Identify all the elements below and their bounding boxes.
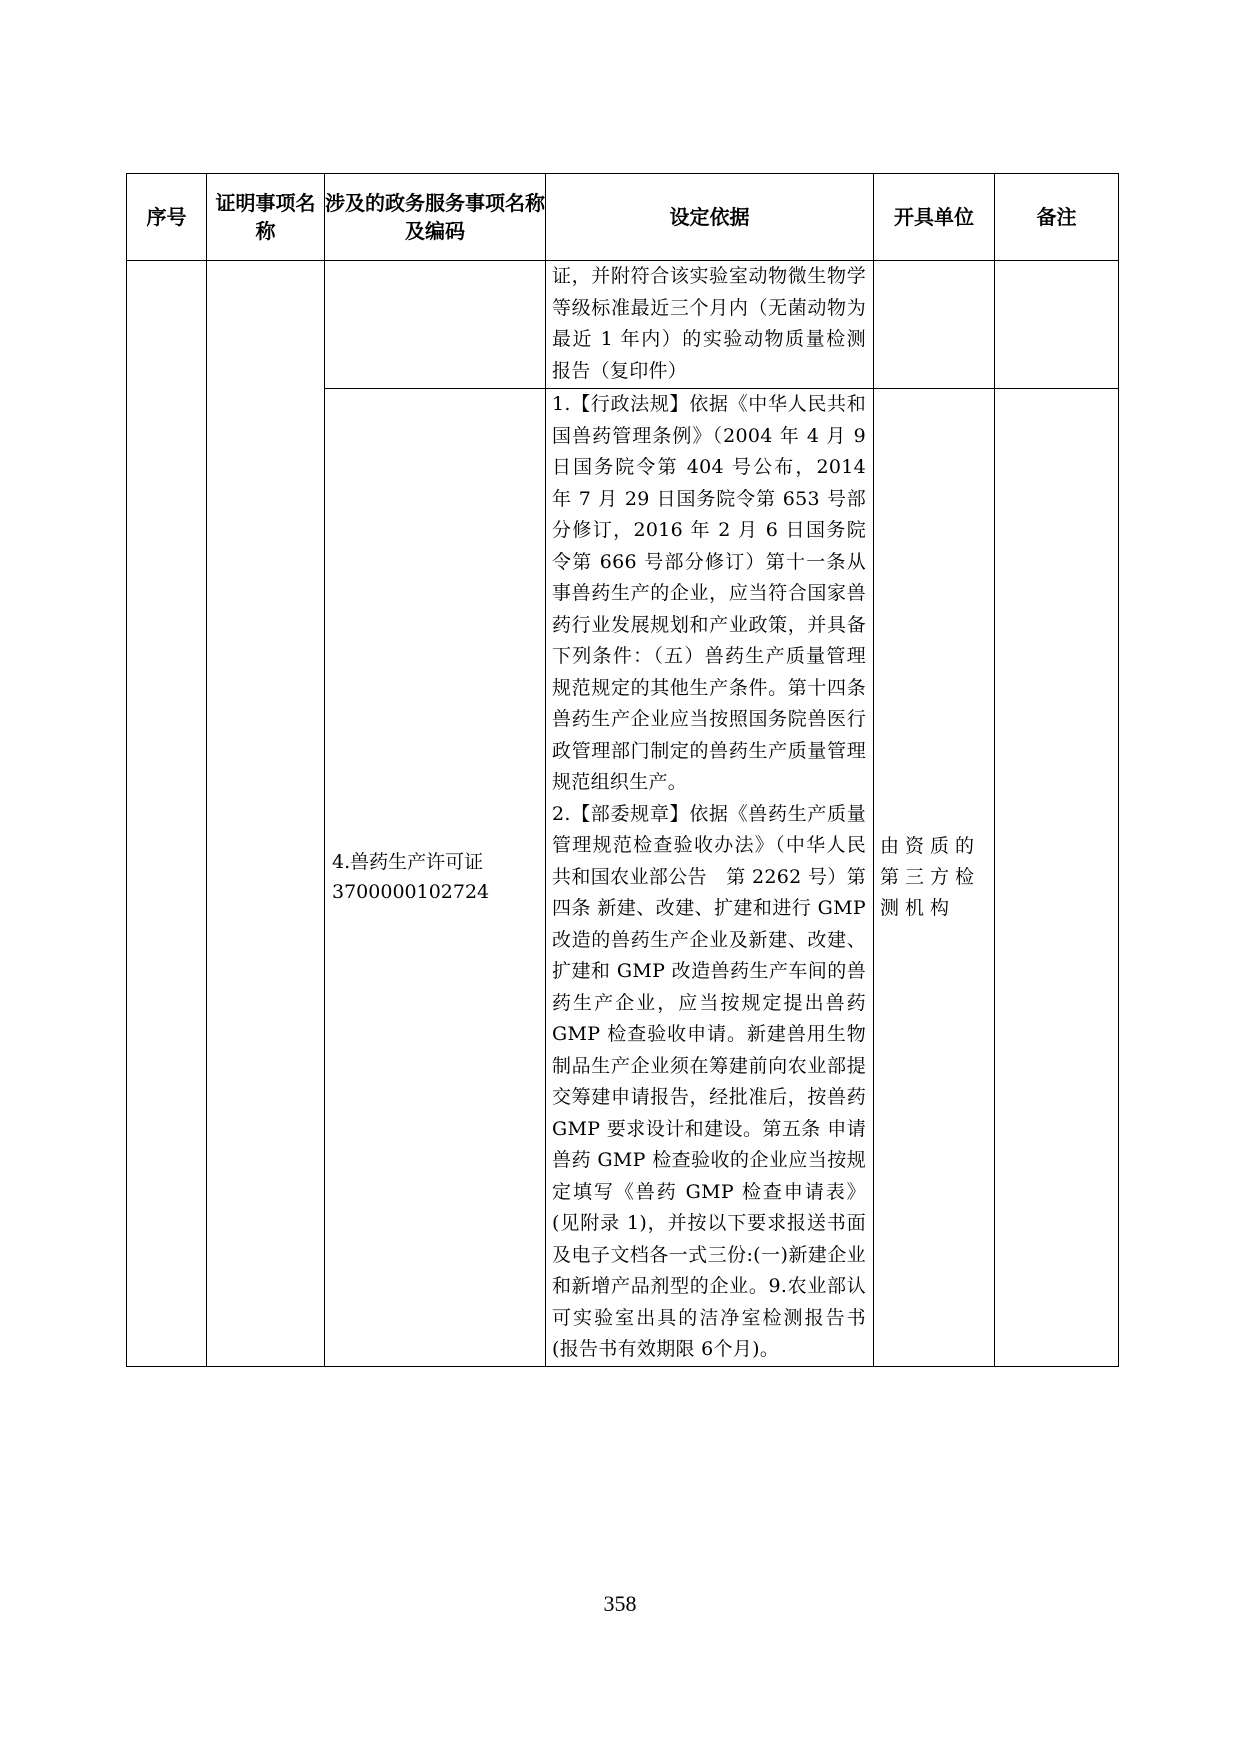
basis-cell: 1.【行政法规】依据《中华人民共和国兽药管理条例》（2004 年 4 月 9 日国务院令第 404 号公布，2014 年 7 月 29 日国务院令第 653 号部分修订，2016 年 2 月 6 日国务院令第 666 号部分修订）第十一条从事兽药生产的企业，应当符合国家兽药行业发展规划和产业政策，并具备下列条件：（五）兽药生产质量管理规范规定的其他生产条件。第十四条 兽药生产企业应当按照国务院兽医行政管理部门制定的兽药生产质量管理规范组织生产。 2.【部委规章】依据《兽药生产质量管理规范检查验收办法》（中华人民共和国农业部公告 第 2262 号）第四条 新建、改建、扩建和进行 GMP 改造的兽药生产企业及新建、改建、扩建和 GMP 改造兽药生产车间的兽药生产企业，应当按规定提出兽药 GMP 检查验收申请。新建兽用生物制品生产企业须在筹建前向农业部提交筹建申请报告，经批准后，按兽药 GMP 要求设计和建设。第五条 申请兽药 GMP 检查验收的企业应当按规定填写《兽药 GMP 检查申请表》(见附录 1)，并按以下要求报送书面及电子文档各一式三份:(一)新建企业和新增产品剂型的企业。9.农业部认可实验室出具的洁净室检测报告书(报告书有效期限 6个月)。 <box>546 389 874 1367</box>
service-item-cell <box>325 389 546 1367</box>
remark-cell <box>995 261 1119 389</box>
seq-cell <box>127 261 207 1367</box>
cert-name-cell <box>207 261 325 1367</box>
service-item-cell <box>325 261 546 389</box>
header-issuer: 开具单位 <box>874 174 995 261</box>
header-basis: 设定依据 <box>546 174 874 261</box>
service-item-code: 3700000102724 <box>332 881 490 904</box>
header-service-item: 涉及的政务服务事项名称及编码 <box>325 174 546 261</box>
header-seq: 序号 <box>127 174 207 261</box>
table-header-row <box>127 174 1119 261</box>
issuer-cell: 由资质的第三方检测机构 <box>874 389 995 1367</box>
basis-cell: 证，并附符合该实验室动物微生物学等级标准最近三个月内（无菌动物为最近 1 年内）的实验动物质量检测报告（复印件） <box>546 261 874 389</box>
remark-cell <box>995 389 1119 1367</box>
issuer-cell <box>874 261 995 389</box>
header-cert-name: 证明事项名称 <box>207 174 325 261</box>
table-row <box>127 261 1119 389</box>
header-remark: 备注 <box>995 174 1119 261</box>
service-item-name: 4.兽药生产许可证 <box>332 851 484 874</box>
page-number: 358 <box>603 1591 637 1616</box>
certification-table <box>126 173 1119 1367</box>
